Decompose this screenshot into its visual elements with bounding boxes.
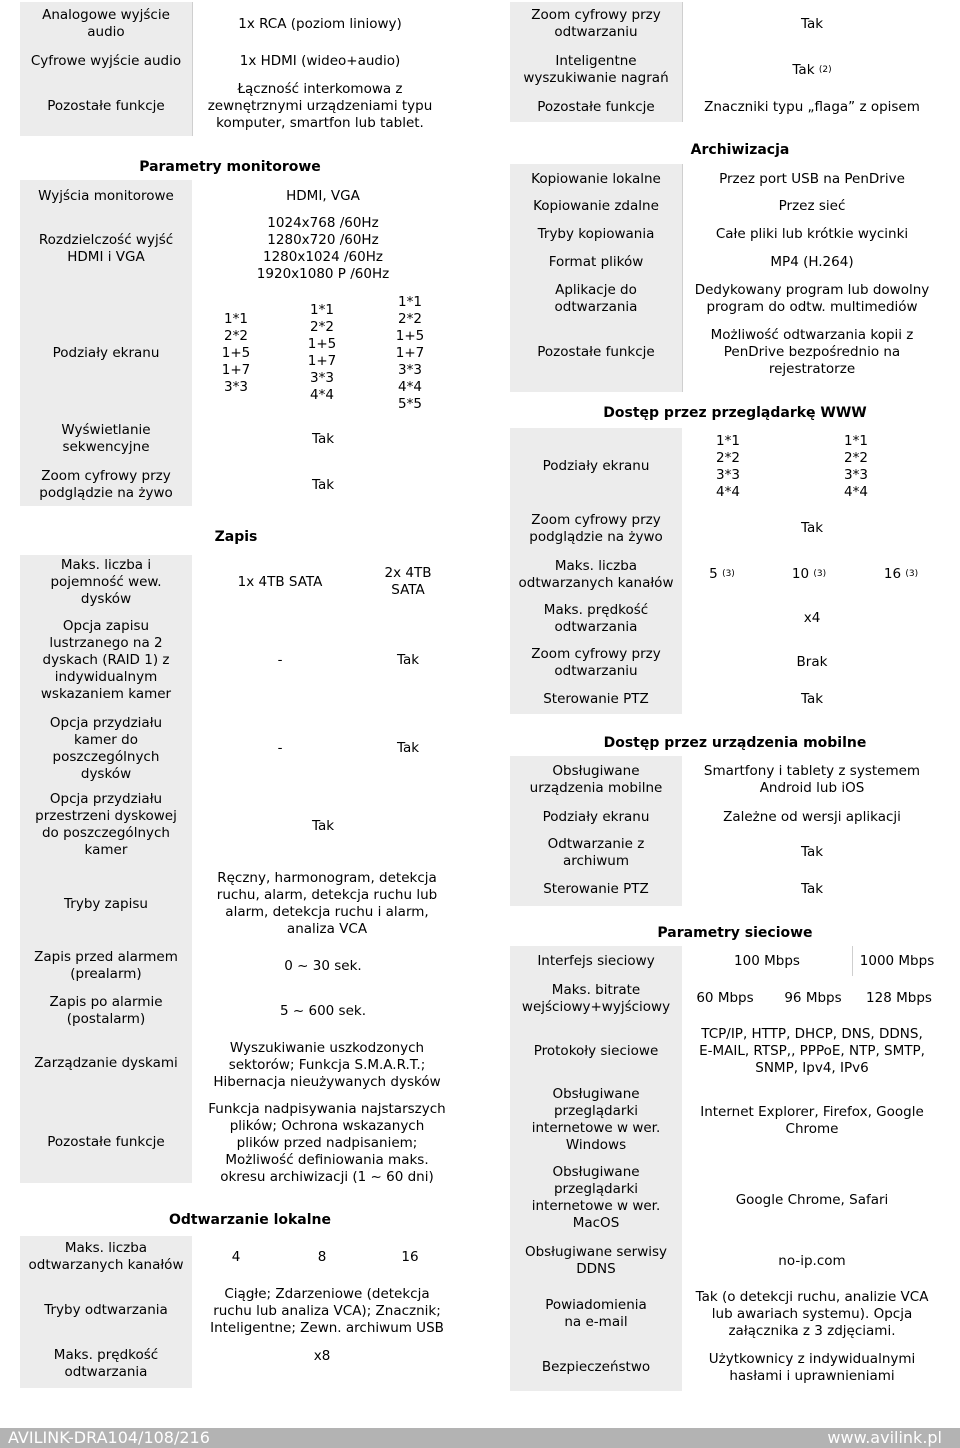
playback-apps-label: Aplikacje do odtwarzania <box>554 282 638 315</box>
email-notifications-label: Powiadomienia na e-mail <box>545 1297 647 1330</box>
raid-value-16ch: Tak <box>396 651 420 668</box>
recording-modes-value: Ręczny, harmonogram, detekcja ruchu, alarm, detekcja ruchu lub alarm, detekcja ruchu i alarm, analiza VCA <box>216 870 438 937</box>
screen-split-16ch: 1*1 2*2 1+5 1+7 3*3 4*4 5*5 <box>395 293 425 412</box>
other-functions-label: Pozostałe funkcje <box>47 1133 165 1150</box>
playback-zoom-label: Zoom cyfrowy przy odtwarzaniu <box>531 7 661 40</box>
footer-model: AVILINK-DRA104/108/216 <box>8 1428 210 1447</box>
space-allocation-value: Tak <box>311 817 335 834</box>
web-channels-label: Maks. liczba odtwarzanych kanałów <box>518 558 674 591</box>
web-channels-4ch: 5 (3) <box>709 565 735 582</box>
email-notifications-value: Tak (o detekcji ruchu, analizie VCA lub awariach systemu). Opcja załącznika z 3 zdjęciami. <box>695 1288 929 1339</box>
web-split-label: Podziały ekranu <box>542 457 650 474</box>
section-title-web-access: Dostęp przez przeglądarkę WWW <box>603 404 867 421</box>
web-playback-zoom-label: Zoom cyfrowy przy odtwarzaniu <box>531 646 661 679</box>
resolution-value: 1024x768 /60Hz 1280x720 /60Hz 1280x1024 /60Hz 1920x1080 P /60Hz <box>256 215 390 282</box>
resolution-label: Rozdzielczość wyjść HDMI i VGA <box>38 232 174 265</box>
network-interface-label: Interfejs sieciowy <box>537 952 655 969</box>
other-functions-label: Pozostałe funkcje <box>537 343 655 360</box>
web-live-zoom-value: Tak <box>800 519 824 536</box>
security-label: Bezpieczeństwo <box>541 1358 651 1375</box>
disk-management-label: Zarządzanie dyskami <box>34 1054 178 1071</box>
playback-modes-label: Tryby odtwarzania <box>44 1301 168 1318</box>
analog-audio-label: Analogowe wyjście audio <box>42 7 170 40</box>
section-title-monitor: Parametry monitorowe <box>139 158 321 175</box>
mobile-devices-label: Obsługiwane urządzenia mobilne <box>529 763 663 796</box>
local-copy-label: Kopiowanie lokalne <box>531 170 661 187</box>
web-live-zoom-label: Zoom cyfrowy przy podglądzie na żywo <box>529 512 663 545</box>
camera-allocation-value-16ch: Tak <box>396 739 420 756</box>
bitrate-4ch: 60 Mbps <box>696 989 754 1006</box>
footer-url[interactable]: www.avilink.pl <box>827 1428 942 1447</box>
digital-audio-label: Cyfrowe wyjście audio <box>30 52 182 69</box>
monitor-outputs-value: HDMI, VGA <box>286 187 360 204</box>
browsers-windows-label: Obsługiwane przeglądarki internetowe w wer. Windows <box>531 1086 661 1153</box>
web-channels-8ch-value: 10 <box>791 565 810 582</box>
other-functions-value: Łączność interkomowa z zewnętrznymi urządzeniami typu komputer, smartfon lub tablet. <box>207 80 433 131</box>
playback-zoom-value: Tak <box>800 15 824 32</box>
mobile-archive-value: Tak <box>800 843 824 860</box>
sequential-display-value: Tak <box>311 430 335 447</box>
mobile-split-value: Zależne od wersji aplikacji <box>723 808 901 825</box>
prealarm-label: Zapis przed alarmem (prealarm) <box>34 949 178 982</box>
bitrate-16ch: 128 Mbps <box>866 989 932 1006</box>
space-allocation-label: Opcja przydziału przestrzeni dyskowej do poszczególnych kamer <box>35 791 177 858</box>
disks-value-16ch: 2x 4TB SATA <box>384 565 432 598</box>
security-value: Użytkownicy z indywidualnymi hasłami i uprawnieniami <box>708 1351 916 1384</box>
web-ptz-label: Sterowanie PTZ <box>543 690 649 707</box>
file-format-value: MP4 (H.264) <box>770 253 854 270</box>
screen-split-4ch: 1*1 2*2 1+5 1+7 3*3 <box>221 310 251 395</box>
remote-copy-value: Przez sieć <box>778 197 846 214</box>
recording-modes-label: Tryby zapisu <box>64 895 148 912</box>
screen-split-label: Podziały ekranu <box>52 344 160 361</box>
section-title-mobile-access: Dostęp przez urządzenia mobilne <box>603 734 867 751</box>
web-ptz-value: Tak <box>800 690 824 707</box>
file-format-label: Format plików <box>548 253 644 270</box>
screen-split-8ch: 1*1 2*2 1+5 1+7 3*3 4*4 <box>307 302 337 403</box>
copy-modes-label: Tryby kopiowania <box>537 225 655 242</box>
mobile-split-label: Podziały ekranu <box>542 808 650 825</box>
live-zoom-label: Zoom cyfrowy przy podglądzie na żywo <box>39 468 173 501</box>
section-title-recording: Zapis <box>214 528 258 545</box>
mobile-archive-label: Odtwarzanie z archiwum <box>547 836 645 869</box>
web-channels-8ch: 10 (3) <box>791 565 827 582</box>
other-functions-label: Pozostałe funkcje <box>537 98 655 115</box>
playback-speed-value: x8 <box>313 1347 331 1364</box>
camera-allocation-label: Opcja przydziału kamer do poszczególnych dysków <box>49 715 163 782</box>
browsers-macos-label: Obsługiwane przeglądarki internetowe w wer. MacOS <box>531 1164 661 1231</box>
analog-audio-value: 1x RCA (poziom liniowy) <box>238 15 402 32</box>
playback-channels-label: Maks. liczba odtwarzanych kanałów <box>28 1240 184 1273</box>
playback-channels-8ch: 8 <box>317 1248 327 1265</box>
bitrate-8ch: 96 Mbps <box>784 989 842 1006</box>
remote-copy-label: Kopiowanie zdalne <box>533 197 659 214</box>
web-channels-16ch-value: 16 <box>883 565 902 582</box>
mobile-ptz-label: Sterowanie PTZ <box>543 880 649 897</box>
web-split-4-8ch: 1*1 2*2 3*3 4*4 <box>716 433 740 500</box>
web-speed-label: Maks. prędkość odtwarzania <box>543 602 649 635</box>
monitor-outputs-label: Wyjścia monitorowe <box>38 187 174 204</box>
raid-value-4-8ch: - <box>277 651 283 668</box>
raid-label: Opcja zapisu lustrzanego na 2 dyskach (RAID 1) z indywidualnym wskazaniem kamer <box>40 617 172 702</box>
section-title-network: Parametry sieciowe <box>657 924 813 941</box>
smart-search-label: Inteligentne wyszukiwanie nagrań <box>523 53 669 86</box>
disks-label: Maks. liczba i pojemność wew. dysków <box>50 556 162 607</box>
mobile-devices-value: Smartfony i tablety z systemem Android lub iOS <box>703 763 921 796</box>
playback-channels-4ch: 4 <box>231 1248 241 1265</box>
web-channels-16ch: 16 (3) <box>883 565 919 582</box>
mobile-ptz-value: Tak <box>800 880 824 897</box>
playback-apps-value: Dedykowany program lub dowolny program do odtw. multimediów <box>694 282 930 315</box>
prealarm-value: 0 ~ 30 sek. <box>284 957 362 974</box>
other-functions-label: Pozostałe funkcje <box>47 97 165 114</box>
protocols-label: Protokoły sieciowe <box>533 1042 659 1059</box>
postalarm-label: Zapis po alarmie (postalarm) <box>49 994 163 1027</box>
section-title-archiving: Archiwizacja <box>690 141 790 158</box>
smart-search-value: Tak (2) <box>792 61 832 78</box>
local-copy-value: Przez port USB na PenDrive <box>719 170 905 187</box>
network-interface-4-8ch: 100 Mbps <box>734 952 800 969</box>
web-channels-4ch-value: 5 <box>709 565 718 582</box>
copy-modes-value: Całe pliki lub krótkie wycinki <box>715 225 909 242</box>
smart-search-text: Tak <box>792 61 815 78</box>
web-split-16ch: 1*1 2*2 3*3 4*4 <box>844 433 868 500</box>
playback-modes-value: Ciągłe; Zdarzeniowe (detekcja ruchu lub analiza VCA); Znacznik; Inteligentne; Zewn. archiwum USB <box>210 1285 444 1336</box>
camera-allocation-value-4-8ch: - <box>277 739 283 756</box>
sequential-display-label: Wyświetlanie sekwencyjne <box>61 422 151 455</box>
playback-channels-16ch: 16 <box>401 1248 419 1265</box>
browsers-macos-value: Google Chrome, Safari <box>735 1191 889 1208</box>
section-title-local-playback: Odtwarzanie lokalne <box>168 1211 332 1228</box>
web-speed-value: x4 <box>803 609 821 626</box>
digital-audio-value: 1x HDMI (wideo+audio) <box>239 52 401 69</box>
browsers-windows-value: Internet Explorer, Firefox, Google Chrome <box>700 1104 924 1137</box>
disk-management-value: Wyszukiwanie uszkodzonych sektorów; Funkcja S.M.A.R.T.; Hibernacja nieużywanych dysków <box>213 1039 441 1090</box>
ddns-label: Obsługiwane serwisy DDNS <box>524 1244 668 1277</box>
playback-speed-label: Maks. prędkość odtwarzania <box>53 1347 159 1380</box>
footer-bar <box>0 1428 960 1448</box>
disks-value-4-8ch: 1x 4TB SATA <box>237 573 323 590</box>
protocols-value: TCP/IP, HTTP, DHCP, DNS, DDNS, E-MAIL, RTSP,, PPPoE, NTP, SMTP, SNMP, Ipv4, IPv6 <box>699 1025 925 1076</box>
network-interface-16ch: 1000 Mbps <box>859 952 935 969</box>
bitrate-label: Maks. bitrate wejściowy+wyjściowy <box>521 982 671 1015</box>
other-functions-value: Znaczniki typu „flaga” z opisem <box>704 98 920 115</box>
postalarm-value: 5 ~ 600 sek. <box>280 1002 366 1019</box>
other-functions-value: Funkcja nadpisywania najstarszych plików; Ochrona wskazanych plików przed nadpisaniem; Możliwość definiowania maks. okresu archiwizacji (1 ~ 60 dni) <box>208 1100 446 1185</box>
other-functions-value: Możliwość odtwarzania kopii z PenDrive bezpośrednio na rejestratorze <box>710 326 914 377</box>
live-zoom-value: Tak <box>311 476 335 493</box>
web-playback-zoom-value: Brak <box>796 653 828 670</box>
ddns-value: no-ip.com <box>778 1252 846 1269</box>
